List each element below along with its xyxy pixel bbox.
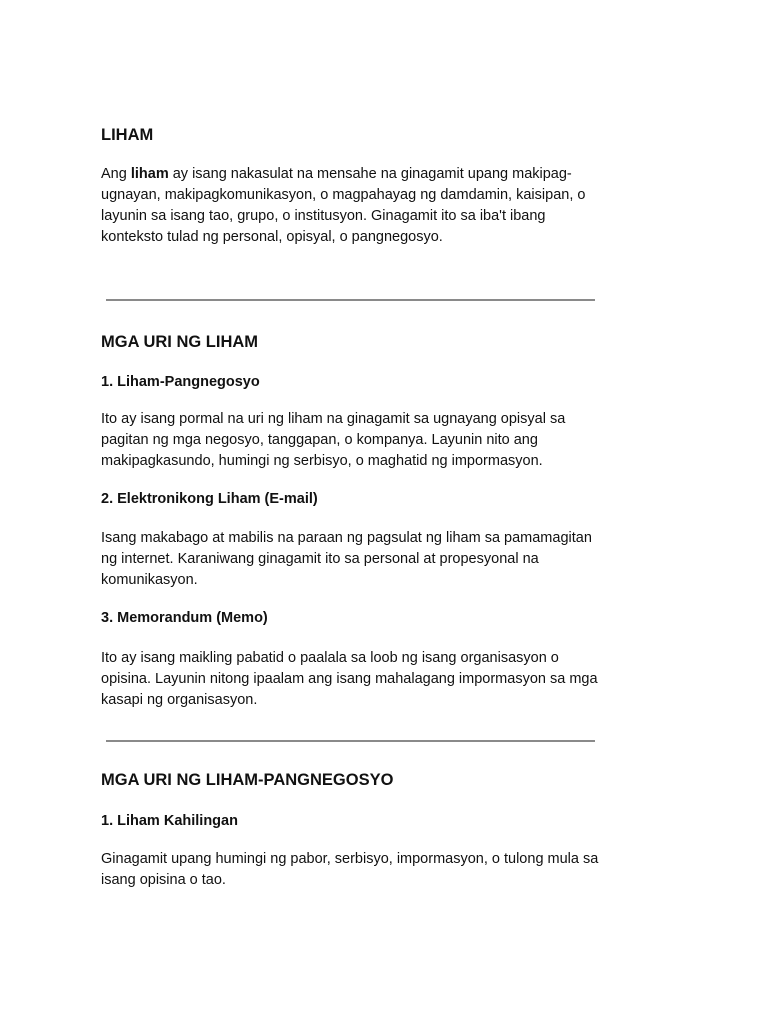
divider: [106, 740, 595, 742]
divider: [106, 299, 595, 301]
paragraph-memorandum: Ito ay isang maikling pabatid o paalala sa loob ng isang organisasyon o opisina. Layunin nitong ipaalam ang isang mahalagang impormasyon sa mga kasapi ng organisasyon.: [101, 650, 598, 708]
paragraph-liham-kahilingan: Ginagamit upang humingi ng pabor, serbisyo, impormasyon, o tulong mula sa isang opisina o tao.: [101, 851, 599, 888]
intro-rest: ay isang nakasulat na mensahe na ginagamit upang makipag-ugnayan, makipagkomunikasyon, o magpahayag ng damdamin, kaisipan, o layunin sa isang tao, grupo, o institusyon. Ginagamit ito sa iba't ibang konteksto tulad ng personal, opisyal, o pangnegosyo.: [101, 166, 586, 245]
subheading-memorandum: 3. Memorandum (Memo): [101, 610, 268, 626]
subheading-liham-pangnegosyo: 1. Liham-Pangnegosyo: [101, 374, 260, 390]
section-title-liham: LIHAM: [101, 126, 154, 144]
section-title-mga-uri: MGA URI NG LIHAM: [101, 333, 259, 351]
intro-prefix: Ang: [101, 166, 131, 182]
paragraph-elektronikong-liham: Isang makabago at mabilis na paraan ng pagsulat ng liham sa pamamagitan ng internet. Karaniwang ginagamit ito sa personal at propesyonal na komunikasyon.: [101, 530, 592, 588]
subheading-elektronikong-liham: 2. Elektronikong Liham (E-mail): [101, 491, 318, 507]
paragraph-liham-pangnegosyo: Ito ay isang pormal na uri ng liham na ginagamit sa ugnayang opisyal sa pagitan ng mga negosyo, tanggapan, o kompanya. Layunin nito ang makipagkasundo, humingi ng serbisyo, o maghatid ng impormasyon.: [101, 411, 566, 469]
subheading-liham-kahilingan: 1. Liham Kahilingan: [101, 813, 238, 829]
liham-intro-paragraph: [101, 164, 601, 248]
section-title-pangnegosyo: MGA URI NG LIHAM-PANGNEGOSYO: [101, 771, 394, 789]
intro-bold-term: liham: [130, 166, 169, 182]
